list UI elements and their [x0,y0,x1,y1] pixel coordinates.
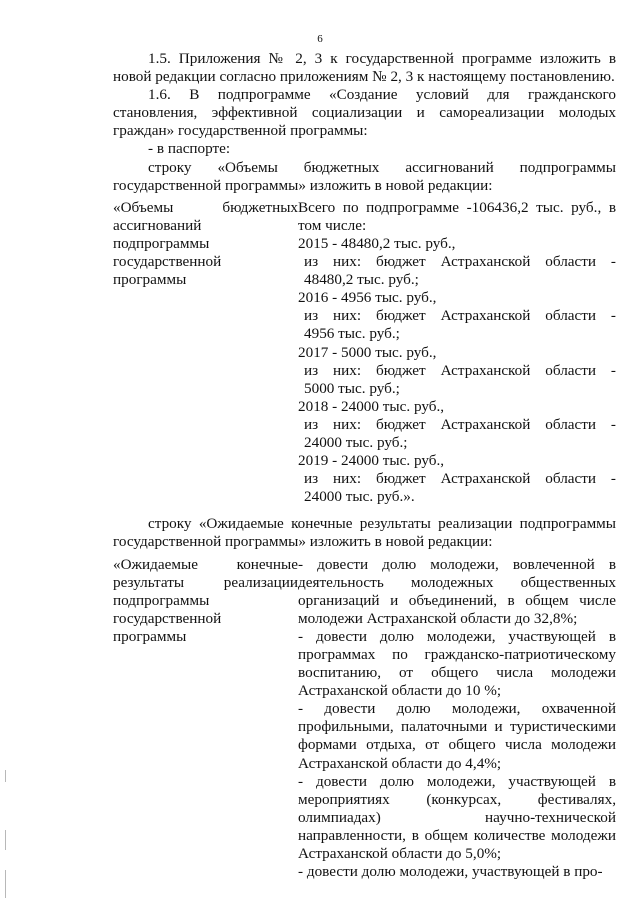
document-body [113,50,616,881]
budget-source-amount: 5000 тыс. руб.; [304,379,400,397]
budget-source-amount: 24000 тыс. руб.; [304,433,408,451]
results-row-label: «Ожидаемые конечные результаты реализации подпрограммы государственной программы [113,555,298,645]
expected-result-item: - довести долю молодежи, участвующей в программах по гражданско-патриотическому воспитанию, от общего числа молодежи Астраханской области до 10 %; [298,627,616,700]
budget-source-amount: 48480,2 тыс. руб.; [304,271,419,289]
row1-intro: строку «Объемы бюджетных ассигнований подпрограммы государственной программы» изложить в новой редакции: [113,158,616,194]
page-number: 6 [317,33,323,45]
budget-row [113,199,616,507]
budget-row-label: «Объемы бюджетных ассигнований подпрограммы государственной программы [113,198,298,289]
expected-result-item: - довести долю молодежи, охваченной профильными, палаточными и туристическими формами отдыха, от общего числа молодежи Астраханской области до 4,4%; [298,700,616,772]
budget-year-line: 2019 - 24000 тыс. руб., [298,452,445,470]
expected-result-item: - довести долю молодежи, вовлеченной в деятельность молодежных общественных организаций и объединений, в общем числе молодежи Астраханской области до 32,8%; [298,555,616,627]
budget-source-line: из них: бюджет Астраханской области - [304,307,616,325]
budget-total: Всего по подпрограмме -106436,2 тыс. руб., в том числе: [298,198,616,234]
expected-result-item: - довести долю молодежи, участвующей в мероприятиях (конкурсах, фестивалях, олимпиадах) научно-технической направленности, в общем количестве молодежи Астраханской области до 5,0%; [298,772,616,863]
budget-source-line: из них: бюджет Астраханской области - [304,253,616,271]
budget-source-amount: 4956 тыс. руб.; [304,325,400,343]
scan-edge-marks [3,770,11,900]
passport-heading: - в паспорте: [148,140,231,158]
budget-year-line: 2018 - 24000 тыс. руб., [298,397,445,415]
budget-year-line: 2017 - 5000 тыс. руб., [298,343,437,361]
budget-year-line: 2016 - 4956 тыс. руб., [298,289,437,307]
budget-year-line: 2015 - 48480,2 тыс. руб., [298,234,456,252]
expected-result-item: - довести долю молодежи, участвующей в про- [298,863,603,881]
paragraph-1-5: 1.5. Приложения № 2, 3 к государственной программе изложить в новой редакции согласно приложениям № 2, 3 к настоящему постановлению. [113,50,616,86]
budget-source-line: из них: бюджет Астраханской области - [304,470,616,488]
paragraph-1-6: 1.6. В подпрограмме «Создание условий для гражданского становления, эффективной социализации и самореализации молодых граждан» государственной программы: [113,86,616,140]
row2-intro: строку «Ожидаемые конечные результаты реализации подпрограммы государственной программы» изложить в новой редакции: [113,515,616,551]
budget-row-value [298,199,616,507]
budget-source-amount: 24000 тыс. руб.». [304,488,415,506]
results-row-value [298,556,616,882]
results-row [113,556,616,882]
budget-source-line: из них: бюджет Астраханской области - [304,415,616,433]
budget-source-line: из них: бюджет Астраханской области - [304,361,616,379]
